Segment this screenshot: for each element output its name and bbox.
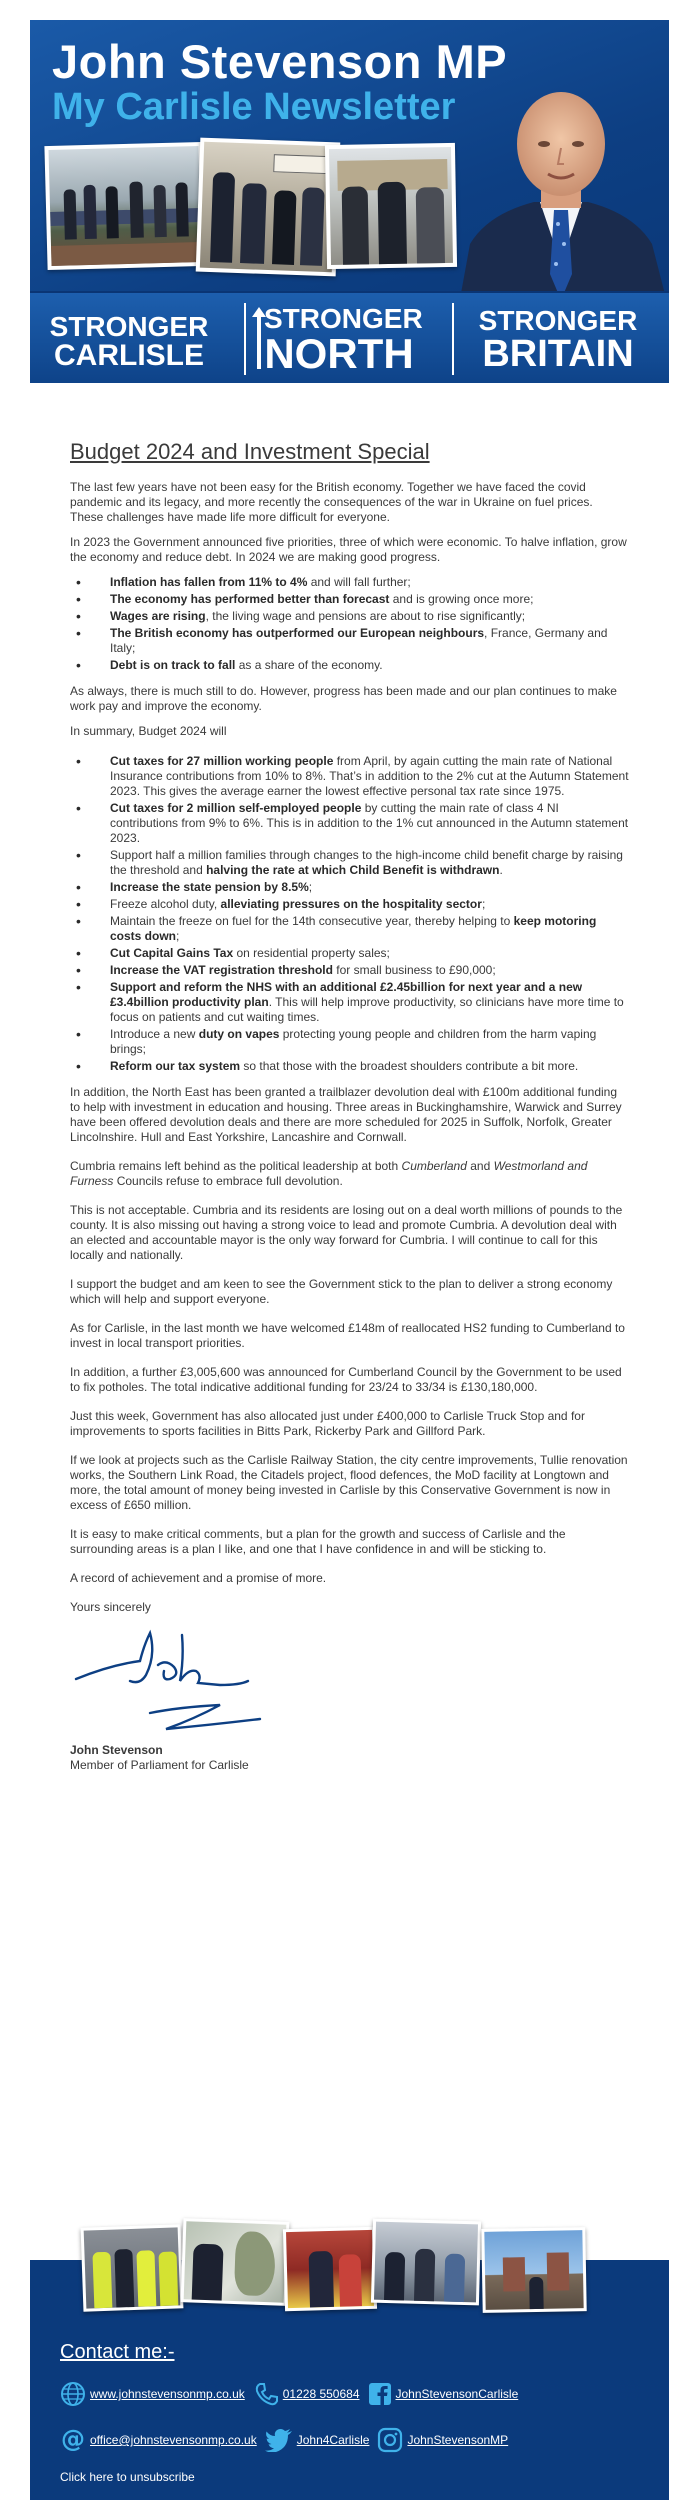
paragraph: Cumbria remains left behind as the political leadership at both Cumberland and Westmorland and Furness Councils refuse to embrace full devolution.: [70, 1159, 588, 1188]
email-link[interactable]: @ office@johnstevensonmp.co.uk: [61, 2427, 257, 2453]
photo-station-visit: [196, 138, 341, 277]
mp-portrait: [448, 74, 669, 310]
header-banner: [30, 20, 669, 383]
article-heading: Budget 2024 and Investment Special: [70, 439, 430, 464]
paragraph: The last few years have not been easy for the British economy. Together we have faced the covid pandemic and its legacy, and more recently the consequences of the war in Ukraine on fuel prices. These challenges have made life more difficult for everyone.: [70, 480, 593, 524]
paragraph: In addition, a further £3,005,600 was announced for Cumberland Council by the Government to be used to fix potholes. The total indicative additional funding for 23/24 to 33/34 is £130,180,000.: [70, 1365, 622, 1394]
list-item: • Cut Capital Gains Tax on residential property sales;: [70, 946, 629, 961]
footer: [30, 2206, 669, 2500]
phone-icon: [253, 2381, 279, 2407]
svg-text:@: @: [61, 2427, 85, 2453]
facebook-icon: [368, 2382, 392, 2406]
list-item: • Introduce a new duty on vapes protecting young people and children from the harm vaping brings;: [70, 1027, 629, 1057]
newsletter: [30, 20, 669, 2500]
paragraph: Just this week, Government has also allocated just under £400,000 to Carlisle Truck Stop and for improvements to sports facilities in Bitts Park, Rickerby Park and Gillford Park.: [70, 1409, 585, 1438]
signature: [70, 1625, 629, 1743]
paragraph: As always, there is much still to do. However, progress has been made and our plan continues to make work pay and improve the economy.: [70, 684, 617, 713]
contact-title: Contact me:-: [60, 2341, 175, 2363]
photo-handshake: [325, 143, 457, 269]
paragraph: As for Carlisle, in the last month we have welcomed £148m of reallocated HS2 funding to Cumberland to invest in local transport priorities.: [70, 1321, 625, 1350]
list-item: • Increase the VAT registration threshold for small business to £90,000;: [70, 963, 629, 978]
list-item: • Wages are rising, the living wage and pensions are about to rise significantly;: [70, 609, 629, 624]
paragraph: This is not acceptable. Cumbria and its residents are losing out on a deal worth millions of pounds to the county. It is also missing out having a strong voice to lead and promote Cumbria. A devolution deal with an elected and accountable mayor is the only way forward for Cumbria. I will continue to call for this locally and nationally.: [70, 1203, 623, 1262]
at-icon: [60, 2427, 86, 2453]
footer-photo-citadel: [481, 2227, 586, 2313]
slogan-britain: STRONGER BRITAIN: [478, 305, 638, 375]
footer-photo-shop: [283, 2227, 377, 2311]
paragraph: In addition, the North East has been granted a trailblazer devolution deal with £100m additional funding to help with investment in education and housing. Three areas in Buckinghamshire, Warwick and Surrey have been offered devolution deals and there are more scheduled for 2025 in Suffolk, Norfolk, Greater Lincolnshire. Hull and East Yorkshire, Lancashire and Cornwall.: [70, 1085, 622, 1144]
header-subtitle: My Carlisle Newsletter: [52, 86, 456, 128]
footer-photo-workers: [81, 2224, 184, 2311]
paragraph: Yours sincerely: [70, 1600, 151, 1614]
list-item: • Cut taxes for 2 million self-employed people by cutting the main rate of class 4 NI contributions from 9% to 6%. This is in addition to the 1% cut announced in the Autumn statement 2023.: [70, 801, 629, 846]
contact-row: [60, 2426, 516, 2454]
list-item: • Support and reform the NHS with an additional £2.45billion for next year and a new £3.4billion productivity plan. This will help improve productivity, so clinicians have more time to focus on patients and cut waiting times.: [70, 980, 629, 1025]
instagram-icon: [377, 2427, 403, 2453]
paragraph: It is easy to make critical comments, but a plan for the growth and success of Carlisle and the surrounding areas is a plan I like, and one that I have confidence in and will be sticking to.: [70, 1527, 566, 1556]
header-title: John Stevenson MP: [52, 35, 508, 88]
budget-list: [70, 754, 629, 1074]
list-item: • Debt is on track to fall as a share of the economy.: [70, 658, 629, 673]
signature-role: Member of Parliament for Carlisle: [70, 1758, 249, 1772]
phone-link[interactable]: 01228 550684: [253, 2381, 360, 2407]
article-body: [30, 383, 669, 1773]
twitter-link[interactable]: John4Carlisle: [265, 2428, 370, 2452]
slogan-divider: [452, 303, 454, 375]
photo-group-outdoor: [44, 142, 205, 270]
list-item: • The British economy has outperformed our European neighbours, France, Germany and Italy;: [70, 626, 629, 656]
footer-photo-interior: [371, 2219, 481, 2306]
progress-list: [70, 575, 629, 673]
list-item: • The economy has performed better than forecast and is growing once more;: [70, 592, 629, 607]
list-item: • Increase the state pension by 8.5%;: [70, 880, 629, 895]
list-item: • Reform our tax system so that those with the broadest shoulders contribute a bit more.: [70, 1059, 629, 1074]
signature-scrawl: [70, 1625, 290, 1743]
list-item: • Maintain the freeze on fuel for the 14th consecutive year, thereby helping to keep motoring costs down;: [70, 914, 629, 944]
slogan-banner: [30, 291, 669, 383]
paragraph: In 2023 the Government announced five priorities, three of which were economic. To halve inflation, grow the economy and reduce debt. In 2024 we are making good progress.: [70, 535, 627, 564]
facebook-link[interactable]: JohnStevensonCarlisle: [368, 2382, 519, 2406]
instagram-link[interactable]: JohnStevensonMP: [377, 2427, 508, 2453]
paragraph: I support the budget and am keen to see the Government stick to the plan to deliver a strong economy which will help and support everyone.: [70, 1277, 613, 1306]
paragraph: A record of achievement and a promise of more.: [70, 1571, 327, 1585]
website-link[interactable]: www.johnstevensonmp.co.uk: [60, 2381, 245, 2407]
contact-row: [60, 2380, 526, 2408]
globe-icon: [60, 2381, 86, 2407]
slogan-north: STRONGER NORTH: [264, 303, 423, 377]
unsubscribe-link[interactable]: Click here to unsubscribe: [60, 2470, 195, 2484]
footer-photo-map: [181, 2218, 290, 2306]
paragraph: If we look at projects such as the Carlisle Railway Station, the city centre improvements, Tullie renovation works, the Southern Link Road, the Citadels project, flood defences, the MoD facility at Longtown and more, the total amount of money being invested in Carlisle by this Conservative Government is now in excess of £650 million.: [70, 1453, 628, 1512]
list-item: • Cut taxes for 27 million working people from April, by again cutting the main rate of National Insurance contributions from 10% to 8%. That’s in addition to the 2% cut at the Autumn Statement 2023. This gives the average earner the lowest effective personal tax rate since 1975.: [70, 754, 629, 799]
list-item: • Support half a million families through changes to the high-income child benefit charge by raising the threshold and halving the rate at which Child Benefit is withdrawn.: [70, 848, 629, 878]
signature-name: John Stevenson: [70, 1743, 163, 1757]
twitter-icon: [265, 2428, 293, 2452]
slogan-divider: [244, 303, 246, 375]
slogan-carlisle: STRONGER CARLISLE: [49, 311, 209, 372]
list-item: • Freeze alcohol duty, alleviating pressures on the hospitality sector;: [70, 897, 629, 912]
paragraph: In summary, Budget 2024 will: [70, 724, 227, 738]
list-item: • Inflation has fallen from 11% to 4% and will fall further;: [70, 575, 629, 590]
